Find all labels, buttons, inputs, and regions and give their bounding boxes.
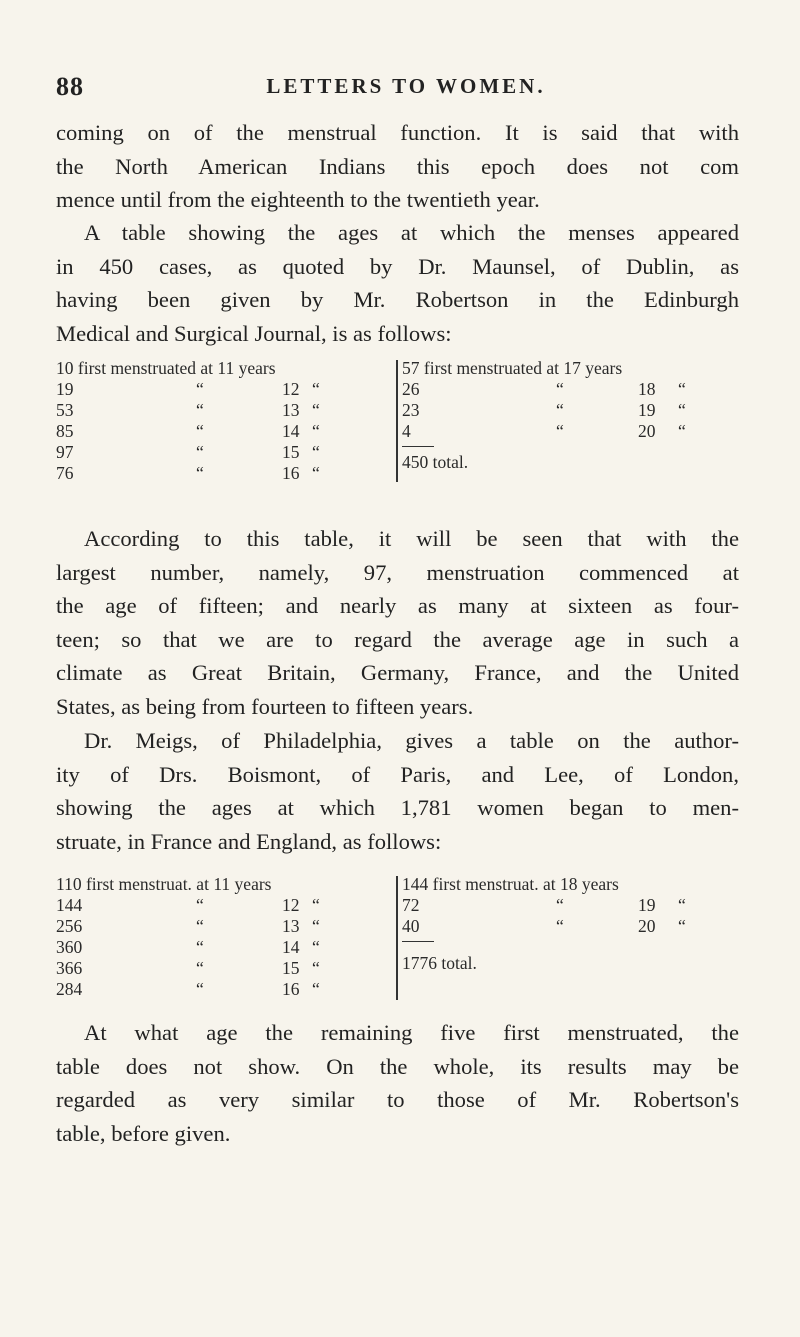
age-cell: 11 [217, 358, 235, 378]
age-cell: 12 [282, 895, 300, 915]
ditto-mark: “ [196, 979, 204, 999]
ditto-mark: “ [196, 421, 204, 441]
table-row [56, 421, 391, 442]
paragraph-average-age [56, 522, 739, 724]
ditto-mark: “ [556, 895, 564, 915]
count-cell: 110 [56, 874, 82, 894]
text-line: regarded as very similar to those of Mr. Robertson's [56, 1087, 739, 1113]
age-cell: 11 [213, 874, 231, 894]
count-cell: 144 [56, 895, 83, 915]
ditto-mark: “ [196, 400, 204, 420]
table-row [402, 358, 752, 379]
ditto-mark: “ [556, 421, 564, 441]
paragraph-robertson-intro [56, 216, 739, 350]
age-cell: 19 [638, 895, 656, 915]
ditto-mark: “ [678, 916, 686, 936]
table-row [56, 937, 391, 958]
ditto-mark: “ [312, 400, 320, 420]
text-line: table does not show. On the whole, its results may be [56, 1053, 739, 1079]
unit-cell: years [238, 358, 276, 378]
count-cell: 366 [56, 958, 83, 978]
ditto-mark: “ [678, 400, 686, 420]
total-rule [402, 442, 752, 452]
chapter-title: LETTERS TO WOMEN. [266, 74, 546, 98]
ditto-mark: “ [196, 463, 204, 483]
text-line: the age of fifteen; and nearly as many at sixteen as four- [56, 593, 739, 619]
total-rule [402, 937, 752, 947]
count-cell: 10 [56, 358, 74, 378]
paragraph-menstrual-onset [56, 116, 739, 217]
page-number: 88 [56, 72, 84, 101]
text-line: table, before given. [56, 1120, 231, 1146]
table-row [56, 463, 391, 484]
table-row [402, 874, 752, 895]
ditto-mark: “ [312, 979, 320, 999]
ditto-mark: “ [196, 895, 204, 915]
age-cell: 15 [282, 442, 300, 462]
count-cell: 57 [402, 358, 420, 378]
count-cell: 256 [56, 916, 83, 936]
count-cell: 19 [56, 379, 74, 399]
count-cell: 72 [402, 895, 420, 915]
ditto-mark: “ [312, 958, 320, 978]
ditto-mark: “ [196, 937, 204, 957]
column-divider [396, 876, 398, 1000]
count-cell: 53 [56, 400, 74, 420]
ditto-mark: “ [678, 421, 686, 441]
ditto-mark: “ [312, 442, 320, 462]
table-left-column [56, 874, 391, 1000]
count-cell: 26 [402, 379, 420, 399]
table-right-column [402, 874, 752, 974]
label-cell: first menstruat. at [432, 874, 556, 894]
label-cell: first menstruated at [77, 358, 213, 378]
text-line: A table showing the ages at which the menses appeared [84, 220, 739, 245]
text-line: showing the ages at which 1,781 women began to men- [56, 795, 739, 821]
ditto-mark: “ [196, 379, 204, 399]
ditto-mark: “ [196, 442, 204, 462]
ditto-mark: “ [556, 379, 564, 399]
label-cell: first menstruated at [423, 358, 559, 378]
text-line: struate, in France and England, as follows: [56, 828, 442, 854]
age-cell: 18 [559, 874, 578, 894]
ditto-mark: “ [556, 400, 564, 420]
text-line: teen; so that we are to regard the average age in such a [56, 626, 739, 652]
table-robertson [56, 358, 756, 488]
label-cell: first menstruat. at [85, 874, 209, 894]
ditto-mark: “ [678, 895, 686, 915]
ditto-mark: “ [556, 916, 564, 936]
ditto-mark: “ [312, 895, 320, 915]
age-cell: 14 [282, 937, 300, 957]
count-cell: 97 [56, 442, 74, 462]
table-row [56, 958, 391, 979]
table-left-column [56, 358, 391, 484]
count-cell: 360 [56, 937, 83, 957]
table-row [56, 379, 391, 400]
ditto-mark: “ [312, 937, 320, 957]
unit-cell: years [585, 358, 623, 378]
age-cell: 16 [282, 979, 300, 999]
age-cell: 12 [282, 379, 300, 399]
paragraph-conclusion [56, 1016, 739, 1150]
ditto-mark: “ [312, 421, 320, 441]
ditto-mark: “ [678, 379, 686, 399]
age-cell: 20 [638, 916, 656, 936]
count-cell: 40 [402, 916, 420, 936]
text-line: coming on of the menstrual function. It is said that with [56, 120, 739, 145]
count-cell: 284 [56, 979, 83, 999]
age-cell: 14 [282, 421, 300, 441]
text-line: States, as being from fourteen to fifteen years. [56, 693, 474, 719]
table-row [402, 379, 752, 400]
text-line: in 450 cases, as quoted by Dr. Maunsel, of Dublin, as [56, 253, 739, 279]
unit-cell: years [581, 874, 619, 894]
table-row [56, 442, 391, 463]
table-right-column [402, 358, 752, 473]
table-total-row [402, 452, 752, 473]
ditto-mark: “ [312, 379, 320, 399]
count-cell: 76 [56, 463, 74, 483]
age-cell: 13 [282, 400, 300, 420]
table-row [56, 979, 391, 1000]
text-line: largest number, namely, 97, menstruation commenced at [56, 559, 739, 585]
ditto-mark: “ [196, 916, 204, 936]
table-row [402, 895, 752, 916]
text-line: Medical and Surgical Journal, is as follows: [56, 320, 452, 346]
text-line: mence until from the eighteenth to the twentieth year. [56, 187, 540, 213]
table-row [56, 895, 391, 916]
running-head [56, 72, 756, 106]
text-line: having been given by Mr. Robertson in the Edinburgh [56, 287, 739, 313]
age-cell: 16 [282, 463, 300, 483]
unit-cell: years [234, 874, 272, 894]
total-cell: 1776 total. [402, 953, 477, 973]
column-divider [396, 360, 398, 482]
text-line: climate as Great Britain, Germany, France, and the United [56, 660, 739, 686]
age-cell: 13 [282, 916, 300, 936]
table-boismont-lee [56, 874, 756, 1004]
text-line: At what age the remaining five first menstruated, the [84, 1020, 739, 1045]
age-cell: 20 [638, 421, 656, 441]
text-line: the North American Indians this epoch does not com [56, 153, 739, 179]
table-row [402, 916, 752, 937]
age-cell: 17 [563, 358, 581, 378]
ditto-mark: “ [196, 958, 204, 978]
count-cell: 4 [402, 421, 411, 441]
table-row [56, 874, 391, 895]
count-cell: 144 [402, 874, 429, 894]
age-cell: 15 [282, 958, 300, 978]
age-cell: 19 [638, 400, 656, 420]
total-cell: 450 total. [402, 452, 469, 472]
table-row [56, 400, 391, 421]
table-row [56, 358, 391, 379]
ditto-mark: “ [312, 916, 320, 936]
table-row [402, 421, 752, 442]
text-line: ity of Drs. Boismont, of Paris, and Lee, of London, [56, 761, 739, 787]
ditto-mark: “ [312, 463, 320, 483]
text-line: According to this table, it will be seen that with the [84, 526, 739, 551]
count-cell: 23 [402, 400, 420, 420]
table-row [402, 400, 752, 421]
paragraph-meigs-intro [56, 724, 739, 858]
table-row [56, 916, 391, 937]
text-line: Dr. Meigs, of Philadelphia, gives a table on the author- [84, 728, 739, 753]
table-total-row [402, 953, 752, 974]
age-cell: 18 [638, 379, 656, 399]
count-cell: 85 [56, 421, 74, 441]
